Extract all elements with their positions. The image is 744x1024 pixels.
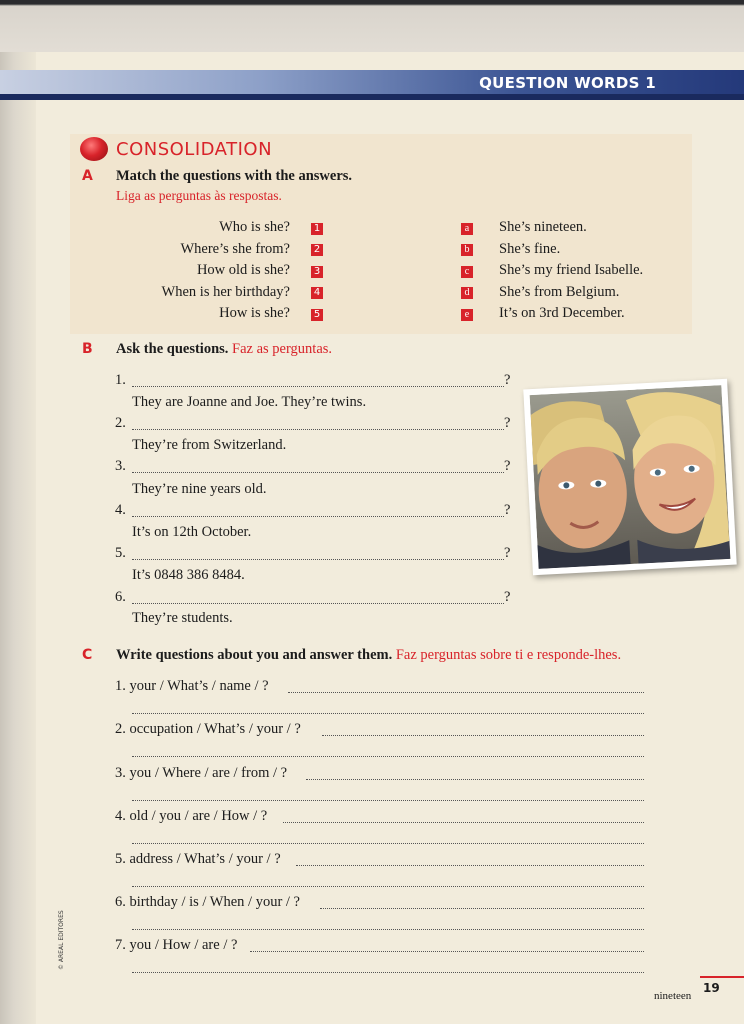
prompt-item: 4. old / you / are / How / ? bbox=[115, 808, 268, 824]
copyright-notice: © AREAL EDITORES bbox=[58, 910, 65, 970]
match-letter-badge: b bbox=[461, 244, 473, 256]
question-number: 1. bbox=[115, 372, 126, 388]
match-number-badge: 5 bbox=[311, 309, 323, 321]
match-letter-badge: e bbox=[461, 309, 473, 321]
answer-write-line[interactable] bbox=[132, 886, 644, 887]
section-c-instruction bbox=[116, 647, 621, 664]
page-number-word: nineteen bbox=[654, 990, 692, 1002]
question-mark: ? bbox=[504, 415, 511, 431]
match-question-5: How is she? bbox=[219, 305, 290, 321]
question-write-line[interactable] bbox=[296, 865, 644, 866]
section-a-instruction-pt: Liga as perguntas às respostas. bbox=[116, 188, 282, 203]
prompt-item: 1. your / What’s / name / ? bbox=[115, 678, 269, 694]
question-number: 2. bbox=[115, 415, 126, 431]
match-answer-e: It’s on 3rd December. bbox=[499, 305, 625, 321]
consolidation-panel bbox=[70, 134, 692, 334]
match-question-1: Who is she? bbox=[219, 219, 290, 235]
question-write-line[interactable] bbox=[132, 386, 504, 387]
match-answer-b: She’s fine. bbox=[499, 241, 561, 257]
question-number: 5. bbox=[115, 545, 126, 561]
page-gutter-shadow bbox=[0, 52, 36, 1024]
question-write-line[interactable] bbox=[132, 429, 504, 430]
answer-write-line[interactable] bbox=[132, 972, 644, 973]
section-b-instruction-pt: Faz as perguntas. bbox=[232, 341, 333, 357]
scanner-top-edge bbox=[0, 0, 744, 56]
match-answer-d: She’s from Belgium. bbox=[499, 284, 620, 300]
answer-write-line[interactable] bbox=[132, 713, 644, 714]
question-write-line[interactable] bbox=[132, 559, 504, 560]
match-number-badge: 2 bbox=[311, 244, 323, 256]
given-answer: They’re nine years old. bbox=[132, 481, 267, 497]
question-write-line[interactable] bbox=[250, 951, 644, 952]
match-question-4: When is her birthday? bbox=[161, 284, 290, 300]
match-number-badge: 4 bbox=[311, 287, 323, 299]
answer-write-line[interactable] bbox=[132, 929, 644, 930]
answer-write-line[interactable] bbox=[132, 843, 644, 844]
question-write-line[interactable] bbox=[306, 779, 644, 780]
question-number: 6. bbox=[115, 589, 126, 605]
match-letter-badge: d bbox=[461, 287, 473, 299]
unit-title: QUESTION WORDS 1 bbox=[479, 74, 656, 92]
children-photo-illustration bbox=[530, 385, 731, 569]
given-answer: They are Joanne and Joe. They’re twins. bbox=[132, 394, 367, 410]
question-mark: ? bbox=[504, 589, 511, 605]
match-number-badge: 3 bbox=[311, 266, 323, 278]
question-mark: ? bbox=[504, 545, 511, 561]
prompt-item: 6. birthday / is / When / your / ? bbox=[115, 894, 300, 910]
page-number: 19 bbox=[703, 981, 720, 995]
prompt-item: 3. you / Where / are / from / ? bbox=[115, 765, 288, 781]
question-mark: ? bbox=[504, 372, 511, 388]
twins-photo bbox=[523, 379, 736, 575]
match-answer-a: She’s nineteen. bbox=[499, 219, 587, 235]
match-question-2: Where’s she from? bbox=[180, 241, 290, 257]
section-c-letter: C bbox=[82, 647, 93, 663]
prompt-item: 7. you / How / are / ? bbox=[115, 937, 238, 953]
question-write-line[interactable] bbox=[132, 603, 504, 604]
question-write-line[interactable] bbox=[320, 908, 644, 909]
section-b-letter: B bbox=[82, 341, 93, 357]
red-ball-icon bbox=[80, 137, 108, 161]
footer-rule bbox=[700, 976, 744, 978]
match-letter-badge: c bbox=[461, 266, 473, 278]
given-answer: They’re students. bbox=[132, 610, 233, 626]
match-number-badge: 1 bbox=[311, 223, 323, 235]
section-c-instruction-pt: Faz perguntas sobre ti e responde-lhes. bbox=[395, 647, 622, 663]
section-b-instruction bbox=[116, 341, 332, 358]
given-answer: It’s 0848 386 8484. bbox=[132, 567, 245, 583]
question-mark: ? bbox=[504, 502, 511, 518]
match-answer-c: She’s my friend Isabelle. bbox=[499, 262, 644, 278]
section-a-letter: A bbox=[82, 168, 93, 184]
answer-write-line[interactable] bbox=[132, 800, 644, 801]
given-answer: It’s on 12th October. bbox=[132, 524, 252, 540]
question-write-line[interactable] bbox=[288, 692, 644, 693]
question-mark: ? bbox=[504, 458, 511, 474]
section-c-instruction-en: Write questions about you and answer them. bbox=[116, 647, 393, 663]
consolidation-title: CONSOLIDATION bbox=[116, 139, 273, 160]
question-write-line[interactable] bbox=[283, 822, 644, 823]
match-question-3: How old is she? bbox=[196, 262, 290, 278]
question-write-line[interactable] bbox=[132, 472, 504, 473]
question-write-line[interactable] bbox=[132, 516, 504, 517]
question-number: 3. bbox=[115, 458, 126, 474]
prompt-item: 2. occupation / What’s / your / ? bbox=[115, 721, 301, 737]
question-number: 4. bbox=[115, 502, 126, 518]
section-b-instruction-en: Ask the questions. bbox=[116, 341, 229, 357]
answer-write-line[interactable] bbox=[132, 756, 644, 757]
given-answer: They’re from Switzerland. bbox=[132, 437, 287, 453]
question-write-line[interactable] bbox=[322, 735, 644, 736]
match-letter-badge: a bbox=[461, 223, 473, 235]
section-a-instruction: Match the questions with the answers. bbox=[116, 168, 353, 184]
header-band-underline bbox=[0, 94, 744, 100]
prompt-item: 5. address / What’s / your / ? bbox=[115, 851, 281, 867]
